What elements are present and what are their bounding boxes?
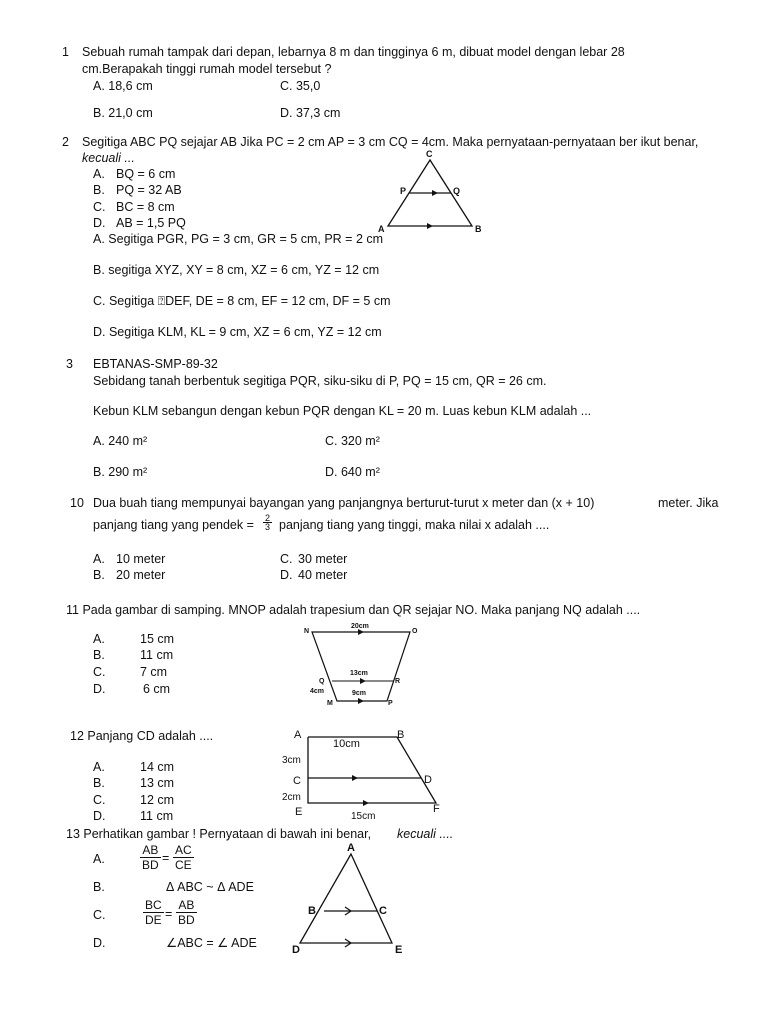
arrow-marker [360,678,366,684]
fraction-denominator: DE [145,913,162,927]
option-letter: D. [93,809,106,823]
label-r: R [395,678,401,685]
trapezoid-outline [308,737,436,803]
option-c[interactable]: 12 cm [140,793,175,807]
option-a[interactable]: 10 meter [116,552,166,566]
extra-option-b[interactable]: B. segitiga XYZ, XY = 8 cm, XZ = 6 cm, YZ = 12 cm [93,263,380,277]
option-letter: A. [93,632,105,646]
option-letter: C. [280,552,293,566]
fraction [140,843,161,872]
arrow-marker [358,698,364,704]
option-b[interactable]: 11 cm [140,648,174,662]
question-text: Sebuah rumah tampak dari depan, lebarnya 8 m dan tingginya 6 m, dibuat model dengan lebar 28 [82,45,625,59]
fraction-numerator: BC [145,898,162,912]
option-a[interactable]: 15 cm [140,632,175,646]
question-text: 13 Perhatikan gambar ! Pernyataan di bawah ini benar, [66,827,372,841]
fraction-numerator: AB [140,843,161,858]
label-f: F [433,803,440,815]
label-p: P [400,186,407,196]
question-number: 10 [70,496,84,510]
extra-option-a[interactable]: A. Segitiga PGR, PG = 3 cm, GR = 5 cm, PR = 2 cm [93,232,384,246]
label-a: A [347,842,355,854]
fraction-numerator: 2 [264,513,270,523]
question-text: kecuali ... [82,151,135,165]
label-o: O [412,628,418,635]
label-e: E [395,944,403,956]
fraction-denominator: BD [178,913,195,927]
question-text: Sebidang tanah berbentuk segitiga PQR, siku-siku di P, PQ = 15 cm, QR = 26 cm. [93,374,547,388]
option-letter: B. [93,648,105,662]
option-b[interactable]: B. 290 m² [93,465,148,479]
option-letter: D. [93,216,106,230]
fraction [176,898,197,927]
option-letter: B. [93,880,105,894]
label-a: A [378,224,385,234]
fraction-denominator: BD [142,858,159,872]
label-top-length: 10cm [333,738,360,750]
extra-option-c[interactable]: C. Segitiga ⍰DEF, DE = 8 cm, EF = 12 cm, DF = 5 cm [93,294,391,308]
fraction-denominator: CE [175,858,192,872]
option-d[interactable]: 6 cm [143,682,171,696]
option-letter: A. [93,167,105,181]
option-letter: D. [93,682,106,696]
question-text: meter. Jika [658,496,719,510]
label-p: P [388,700,393,707]
label-q: Q [453,186,461,196]
label-b: B [475,224,482,234]
fraction [173,843,194,872]
option-c[interactable]: BC = 8 cm [116,200,175,214]
question-text: 12 Panjang CD adalah .... [70,729,214,743]
arrow-marker [363,800,369,806]
label-a: A [294,729,302,741]
option-letter: C. [93,665,106,679]
question-text: kecuali .... [397,827,454,841]
question-number: 1 [62,45,69,59]
label-d: D [424,774,432,786]
question-source: EBTANAS-SMP-89-32 [93,357,218,371]
option-letter: B. [93,183,105,197]
label-c: C [293,775,301,787]
triangle-ade-figure [286,840,411,960]
option-b[interactable]: B. 21,0 cm [93,106,153,120]
question-text: 11 Pada gambar di samping. MNOP adalah trapesium dan QR sejajar NO. Maka panjang NQ adalah .... [66,603,641,617]
fraction [143,898,164,927]
option-b[interactable]: PQ = 32 AB [116,183,182,197]
fraction-numerator: AB [176,898,197,913]
label-side-length-1: 3cm [282,755,301,766]
question-text: panjang tiang yang tinggi, maka nilai x adalah .... [279,518,550,532]
option-d[interactable]: 11 cm [140,809,174,823]
question-text: Segitiga ABC PQ sejajar AB Jika PC = 2 cm AP = 3 cm CQ = 4cm. Maka pernyataan-pernyataan ber ikut benar, [82,135,699,149]
question-number: 2 [62,135,69,149]
option-d[interactable]: 40 meter [298,568,348,582]
option-a[interactable]: A. 240 m² [93,434,148,448]
question-number: 3 [66,357,73,371]
option-d[interactable]: D. 37,3 cm [280,106,341,120]
label-d: D [292,944,300,956]
option-a[interactable]: A. 18,6 cm [93,79,153,93]
label-c: C [379,905,387,917]
label-q: Q [319,678,325,685]
option-a[interactable]: BQ = 6 cm [116,167,176,181]
question-text: cm.Berapakah tinggi rumah model tersebut ? [82,62,332,76]
option-a[interactable]: 14 cm [140,760,175,774]
arrow-marker [432,190,438,196]
label-side-length-2: 2cm [282,792,301,803]
label-m: M [327,700,333,707]
fraction-two-thirds [263,514,272,531]
label-e: E [295,806,303,818]
label-mid-length: 13cm [350,670,368,677]
question-text: Kebun KLM sebangun dengan kebun PQR dengan KL = 20 m. Luas kebun KLM adalah ... [93,404,592,418]
option-d[interactable]: D. 640 m² [325,465,380,479]
equals-sign: = [165,907,173,921]
label-n: N [304,628,310,635]
option-c[interactable]: 30 meter [298,552,348,566]
option-letter: C. [93,200,106,214]
option-c[interactable]: C. 320 m² [325,434,380,448]
label-bottom-length: 15cm [351,811,376,822]
arrow-marker [352,775,358,781]
triangle-abc-figure [372,148,492,236]
label-b: B [308,905,316,917]
option-letter: D. [93,936,106,950]
option-b[interactable]: Δ ABC ~ Δ ADE [166,880,254,894]
question-text: Dua buah tiang mempunyai bayangan yang panjangnya berturut-turut x meter dan (x + 10) [93,496,595,510]
option-letter: A. [93,552,105,566]
fraction-numerator: AC [175,843,192,857]
option-b[interactable]: 20 meter [116,568,166,582]
option-c[interactable]: C. 35,0 [280,79,321,93]
option-b[interactable]: 13 cm [140,776,175,790]
label-b: B [397,729,405,741]
equals-sign: = [162,851,170,865]
trapezoid-abfe-figure [280,726,445,821]
option-letter: A. [93,852,105,866]
label-c: C [426,149,433,159]
option-d[interactable]: ∠ABC = ∠ ADE [166,936,257,950]
option-letter: C. [93,908,106,922]
option-c[interactable]: 7 cm [140,665,168,679]
option-letter: A. [93,760,105,774]
label-top-length: 20cm [351,623,369,630]
arrow-marker [427,223,433,229]
fraction-denominator: 3 [264,522,270,532]
option-d[interactable]: AB = 1,5 PQ [116,216,186,230]
option-letter: B. [93,776,105,790]
option-letter: B. [93,568,105,582]
label-left-length: 4cm [310,688,325,695]
option-letter: C. [93,793,106,807]
option-letter: D. [280,568,293,582]
triangle-outline [300,854,392,943]
trapezoid-mnop-figure [300,618,425,710]
extra-option-d[interactable]: D. Segitiga KLM, KL = 9 cm, XZ = 6 cm, YZ = 12 cm [93,325,382,339]
question-text: panjang tiang yang pendek = [93,518,254,532]
label-bottom-length: 9cm [352,690,367,697]
